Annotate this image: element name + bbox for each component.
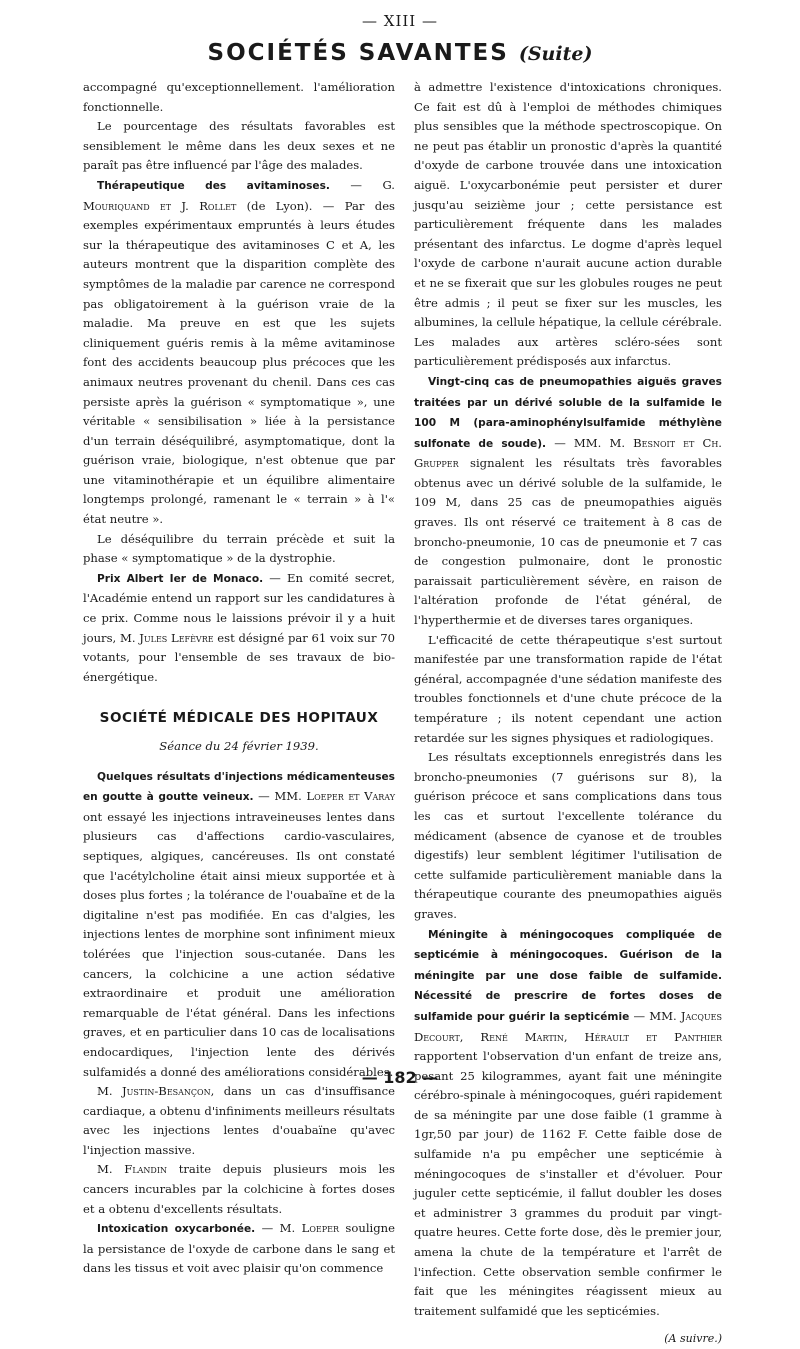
text-fragment: M. [97, 1084, 123, 1099]
article-injections [83, 767, 395, 1083]
page-number: — 182 — [361, 1068, 439, 1087]
text-fragment: M. [97, 1162, 125, 1177]
article-title: Vingt-cinq cas de pneumopathies aiguës graves traitées par un dérivé soluble de la sulfamide le 100 M (para-aminophénylsulfamide méthylène sulfonate de soude). [414, 375, 722, 450]
text-fragment: souligne la persistance de l'oxyde de carbone dans le sang et dans les tissus et voit avec plaisir qu'on commence [83, 1221, 395, 1276]
running-header [0, 40, 800, 66]
author-name: Justin-Besançon [122, 1084, 211, 1099]
article-text: ont essayé les injections intraveineuses lentes dans plusieurs cas d'affections cardio-vasculaires, septiques, algiques, cancéreuses. Ils ont constaté que l'acétylcholine était ainsi mieux supportée et à doses plus fortes ; la tolérance de l'ouabaïne et de la digitaline n'est pas modifiée. En cas d'algies, les injections lentes de morphine sont infiniment mieux tolérées que l'injection sous-cutanée. Dans les cancers, la colchicine a une action sédative extraordinaire et produit une amélioration remarquable de l'état général. Dans les infections graves, et en particulier dans 10 cas de localisations endocardiques, l'injection lente des dérivés sulfamidés a donné des améliorations considérables. [83, 809, 395, 1079]
section-title: SOCIÉTÉ MÉDICALE DES HOPITAUX [99, 710, 379, 727]
author-name: Loeper [301, 1221, 339, 1236]
seance-date: Séance du 24 février 1939. [159, 739, 319, 753]
article-title: Méningite à méningocoques compliquée de septicémie à méningocoques. Guérison de la méningite par une dose faible de sulfamide. Nécessité de prescrire de fortes doses de sulfamide pour guérir la septicémie [414, 928, 722, 1023]
article-pneumopathies [414, 372, 722, 631]
author-name: Jules Lefèvre [139, 630, 214, 645]
paragraph: accompagné qu'exceptionnellement. l'amélioration fonctionnelle. [83, 80, 395, 114]
text-fragment: — MM. [629, 1008, 681, 1023]
article-prix-albert [83, 569, 395, 688]
paragraph [83, 1160, 395, 1219]
paragraph: L'efficacité de cette thérapeutique s'est surtout manifestée par une transformation rapide de l'état général, accompagnée d'une sédation manifeste des troubles fonctionnels et d'une chute précoce de la température ; ils notent cependant une action retardée sur les signes physiques et radiologiques. [414, 632, 722, 745]
article-authors: — G. Mouriquand et J. Rollet [83, 177, 395, 213]
article-intoxication [83, 1219, 395, 1279]
article-text: — MM. [253, 789, 307, 804]
header-suite: (Suite) [518, 43, 593, 65]
text-fragment: signalent les résultats très favorables obtenus avec un dérivé soluble de la sulfamide, le 109 M, dans 25 cas de pneumopathies aiguës graves. Ils ont réservé ce traitement à 8 cas de broncho-pneumonie, 10 cas de pneumonie et 7 cas de congestion pulmonaire, dont le pronostic paraissait particulièrement sévère, en raison de l'altération profonde de l'état général, de l'hyperthermie et de diverses tares organiques. [414, 456, 722, 628]
roman-page-number: — XIII — [362, 12, 438, 30]
article-title: Thérapeutique des avitaminoses. [97, 179, 330, 192]
article-title: Intoxication oxycarbonée. [97, 1223, 256, 1236]
text-fragment: rapportent l'observation d'un enfant de treize ans, pesant 25 kilogrammes, ayant fait une méningite cérébro-spinale à méningocoques, guéri rapidement de sa méningite par une dose faible (1 gramme à 1gr,50 par jour) de 1162 F. Cette faible dose de sulfamide n'a pu empêcher une septicémie à méningocoques de s'installer et d'évoluer. Pour juguler cette septicémie, il fallut doubler les doses et administrer 3 grammes du produit par vingt-quatre heures. Cette forte dose, dès le premier jour, amena la chute de la température et l'arrêt de l'infection. Cette observation semble confirmer le fait que les méningites réagissent mieux au traitement sulfamidé que les septicémies. [414, 1049, 722, 1318]
article-text: (de Lyon). — Par des exemples expérimentaux empruntés à leurs études sur la thérapeutique des avitaminoses C et A, les auteurs montrent que la disparition complète des symptômes de la maladie par carence ne correspond pas obligatoirement à la guérison vraie de la maladie. Ma preuve en est que les sujets cliniquement guéris remis à la même avitaminose font des accidents beaucoup plus précoces que les animaux neutres provenant du chenil. Dans ces cas persiste après la guérison « symptomatique », une véritable « sensibilisation » liée à la persistance d'un terrain déséquilibré, asymptomatique, dont la guérison vraie, biologique, n'est obtenue que par une vitaminothérapie et un équilibre alimentaire longtemps prolongé, ramenant le « terrain » à l'« état neutre ». [83, 198, 396, 527]
continued-note: (A suivre.) [664, 1332, 722, 1346]
author-name: Flandin [124, 1162, 167, 1177]
paragraph: à admettre l'existence d'intoxications chroniques. Ce fait est dû à l'emploi de méthodes chimiques plus sensibles que la méthode spectroscopique. On ne peut pas établir un pronostic d'après la quantité d'oxyde de carbone trouvée dans une intoxication aiguë. L'oxycarbonémie peut persister et durer jusqu'au seizième jour ; cette persistance est particulièrement fréquente dans les malades présentant des infarctus. Le dogme d'après lequel l'oxyde de carbone n'aurait aucune action durable et ne se fixerait que sur les globules rouges ne peut être admis ; il peut se fixer sur les muscles, les albumines, la cellule hépatique, la cellule cérébrale. Les malades aux artères scléro-sées sont particulièrement prédisposés aux infarctus. [414, 80, 722, 369]
author-name: Besnoit et Ch. Grupper [414, 435, 722, 471]
text-fragment: — MM. M. [546, 435, 634, 450]
left-column [83, 78, 395, 1279]
paragraph [83, 1082, 395, 1160]
article-text: est désigné par 61 voix sur 70 votants, pour l'ensemble de ses travaux de bio-énergétique. [83, 630, 395, 684]
paragraph: Les résultats exceptionnels enregistrés dans les broncho-pneumonies (7 guérisons sur 8), la guérison précoce et sans complications dans tous les cas et surtout l'excellente tolérance du médicament (absence de cyanose et de troubles digestifs) leur semblent légitimer l'utilisation de cette sulfamide particulièrement maniable dans la thérapeutique courante des pneumopathies aiguës graves. [414, 750, 722, 921]
article-text: — En comité secret, l'Académie entend un rapport sur les candidatures à ce prix. Comme nous le laissions prévoir il y a huit jours, M. [83, 570, 395, 645]
paragraph: Le pourcentage des résultats favorables est sensiblement le même dans les deux sexes et ne paraît pas être influencé par l'âge des malades. [83, 119, 395, 173]
article-title: Quelques résultats d'injections médicamenteuses en goutte à goutte veineux. [83, 770, 395, 804]
header-title: SOCIÉTÉS SAVANTES [207, 40, 509, 66]
text-fragment: traite depuis plusieurs mois les cancers incurables par la colchicine à fortes doses et a obtenu d'excellents résultats. [83, 1162, 395, 1216]
article-title: Prix Albert Ier de Monaco. [97, 572, 264, 585]
text-fragment: , dans un cas d'insuffisance cardiaque, a obtenu d'infiniments meilleurs résultats avec les injections lentes d'ouabaïne qu'avec l'injection massive. [83, 1084, 395, 1157]
author-name: Loeper et Varay [306, 789, 395, 804]
article-avitaminoses [83, 176, 395, 530]
text-fragment: — M. [255, 1221, 302, 1236]
right-column [414, 78, 722, 1349]
author-name: Jacques Decourt, René Martin, Hérault et Panthier [414, 1008, 722, 1044]
article-meningite [414, 925, 722, 1322]
paragraph: Le déséquilibre du terrain précède et suit la phase « symptomatique » de la dystrophie. [83, 531, 395, 566]
